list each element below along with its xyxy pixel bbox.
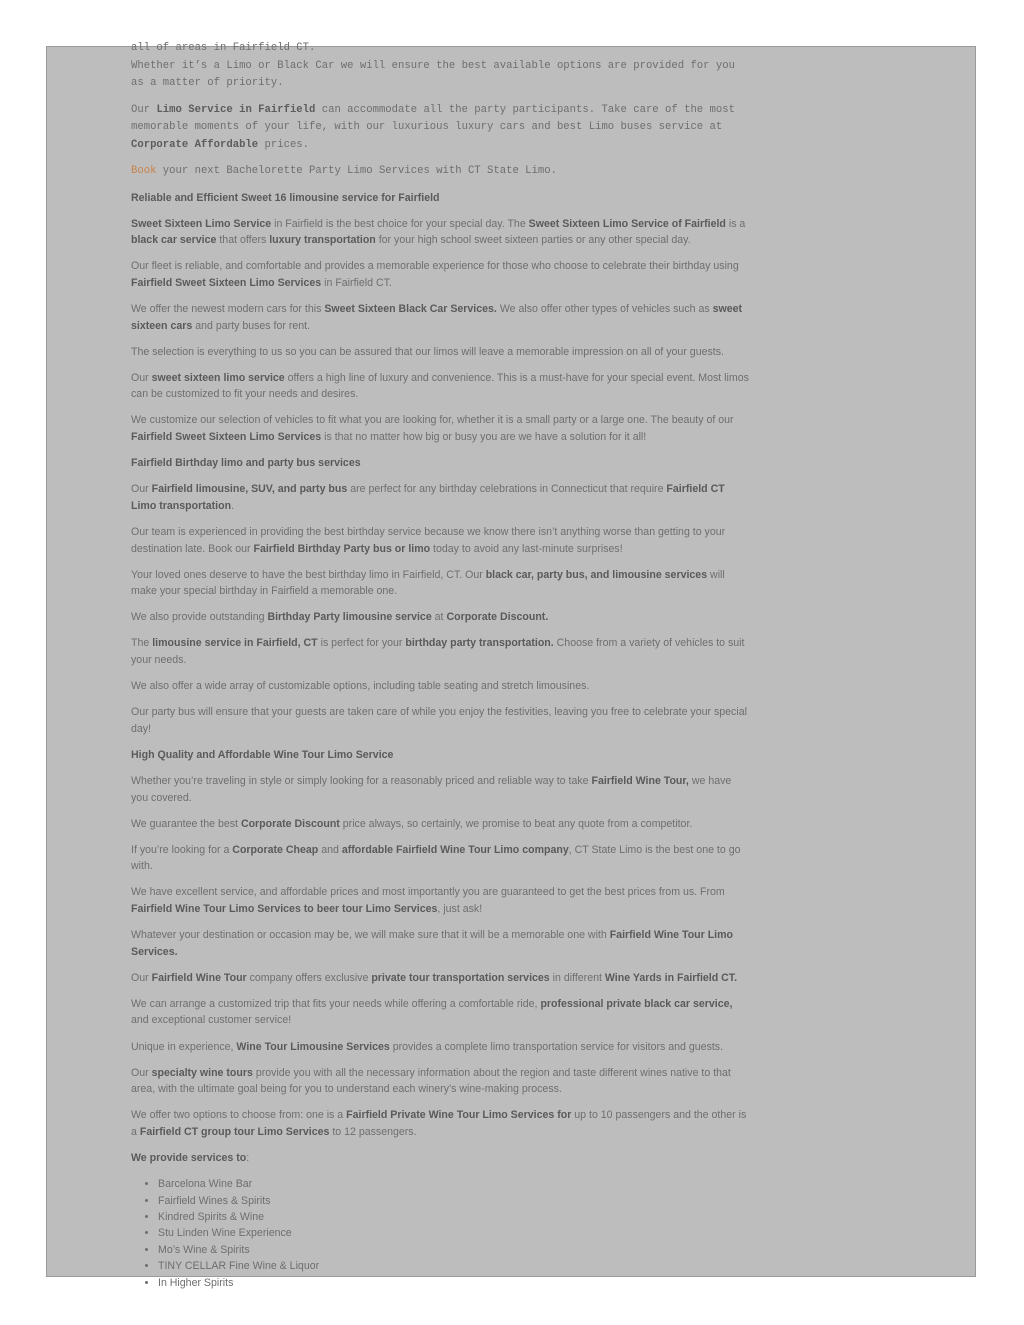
paragraph: [131, 884, 751, 917]
text: :: [246, 1152, 250, 1165]
text: We also provide outstanding: [131, 611, 268, 624]
text: Our: [131, 971, 152, 984]
paragraph: [131, 609, 751, 626]
paragraph: [131, 970, 751, 987]
emphasis: Sweet Sixteen Black Car Services.: [324, 302, 497, 315]
emphasis: Sweet Sixteen Limo Service: [131, 217, 272, 230]
emphasis: Fairfield CT Limo transportation: [131, 483, 725, 512]
text: , CT State Limo is the best one to go with.: [131, 843, 741, 873]
list-item: • Fairfield Wines & Spirits: [158, 1193, 751, 1209]
emphasis: Corporate Affordable: [131, 138, 259, 151]
emphasis: sweet sixteen cars: [131, 302, 743, 332]
heading-sweet-sixteen: Reliable and Efficient Sweet 16 limousine service for Fairfield: [131, 191, 440, 204]
text: , just ask!: [437, 903, 483, 915]
text: price always, so certainly, we promise to beat any quote from a competitor.: [339, 817, 693, 830]
paragraph: [131, 996, 751, 1029]
emphasis: specialty wine tours: [151, 1066, 253, 1079]
text: we have you covered.: [131, 774, 732, 804]
text: up to 10 passengers and the other is a: [131, 1109, 747, 1138]
list-item: • Stu Linden Wine Experience: [158, 1225, 751, 1241]
text: at: [431, 611, 447, 624]
emphasis: Fairfield Sweet Sixteen Limo Services: [131, 276, 322, 289]
text: in Fairfield is the best choice for your special day. The: [271, 217, 529, 230]
list-item: • Kindred Spirits & Wine: [158, 1209, 751, 1225]
text: Our: [131, 371, 152, 384]
paragraph-limo-service: [131, 102, 751, 155]
text: is perfect for your: [317, 637, 406, 650]
paragraph: [131, 258, 751, 291]
paragraph: The selection is everything to us so you can be assured that our limos will leave a memorable impression on all of your guests.: [131, 345, 724, 358]
emphasis: Corporate Discount: [240, 817, 340, 830]
text: Our fleet is reliable, and comfortable and provides a memorable experience for those who choose to celebrate their birthday using: [131, 260, 739, 273]
text: in different: [549, 971, 605, 984]
list-item: • Barcelona Wine Bar: [158, 1176, 751, 1192]
paragraph-services-intro: [131, 1150, 751, 1167]
text: and party buses for rent.: [192, 319, 311, 332]
text: can accommodate all the party participants. Take care of the most memorable moments of your life, with our luxurious luxury cars and best Limo buses service at: [131, 103, 735, 133]
emphasis: Wine Tour Limousine Services: [236, 1040, 390, 1053]
paragraph: [131, 412, 751, 445]
emphasis: Limo Service in Fairfield: [156, 103, 316, 116]
emphasis: Corporate Cheap: [232, 843, 319, 856]
text: for your high school sweet sixteen parties or any other special day.: [375, 234, 691, 247]
paragraph: [131, 524, 751, 557]
text: your next Bachelorette Party Limo Services with CT State Limo.: [156, 165, 557, 177]
text: Whether you’re traveling in style or simply looking for a reasonably priced and reliable way to take: [131, 774, 592, 787]
text: If you’re looking for a: [131, 843, 233, 856]
list-item: • Mo’s Wine & Spirits: [158, 1242, 751, 1258]
paragraph: Our party bus will ensure that your guests are taken care of while you enjoy the festivities, leaving you free to celebrate your special day!: [131, 706, 747, 735]
partial-paragraph: all of areas in Fairfield CT.: [131, 42, 316, 54]
paragraph: [131, 635, 751, 668]
text: that offers: [216, 234, 270, 247]
paragraph-black-car: Whether it’s a Limo or Black Car we will ensure the best available options are provided for you as a matter of priority.: [131, 59, 735, 89]
emphasis: Corporate Discount.: [446, 611, 549, 624]
text: Our: [131, 1066, 152, 1079]
emphasis: birthday party transportation.: [405, 637, 554, 650]
heading-birthday: Fairfield Birthday limo and party bus services: [131, 457, 361, 470]
text: Our: [131, 103, 157, 116]
book-link[interactable]: Book: [131, 165, 157, 177]
text: is that no matter how big or busy you are we have a solution for it all!: [321, 431, 647, 444]
paragraph: [131, 1107, 751, 1140]
text: Our: [131, 483, 152, 496]
emphasis: Fairfield Wine Tour: [151, 971, 247, 984]
article-body: [131, 40, 751, 1291]
text: Your loved ones deserve to have the best birthday limo in Fairfield, CT. Our: [131, 568, 486, 581]
list-item: • In Higher Spirits: [158, 1275, 751, 1291]
text: is a: [725, 217, 746, 230]
emphasis: Fairfield Wine Tour Limo Services to beer tour Limo Services: [131, 903, 438, 915]
text: We also offer other types of vehicles such as: [496, 302, 713, 315]
text: are perfect for any birthday celebrations in Connecticut that require: [347, 483, 667, 496]
emphasis: Fairfield CT group tour Limo Services: [139, 1125, 330, 1138]
paragraph: [131, 1065, 751, 1098]
text: to 12 passengers.: [329, 1125, 417, 1138]
paragraph: [131, 816, 751, 833]
text: We can arrange a customized trip that fits your needs while offering a comfortable ride,: [131, 997, 541, 1010]
emphasis: Fairfield limousine, SUV, and party bus: [151, 483, 348, 496]
text: .: [231, 499, 235, 512]
venue-list: [131, 1176, 751, 1291]
text: We offer the newest modern cars for this: [131, 302, 325, 315]
text: in Fairfield CT.: [321, 276, 392, 289]
emphasis: affordable Fairfield Wine Tour Limo company: [341, 843, 569, 856]
text: We have excellent service, and affordable prices and most importantly you are guaranteed to get the best prices from us. From: [131, 886, 725, 899]
text: prices.: [258, 138, 310, 151]
page-overlay: [46, 42, 976, 1289]
paragraph: [131, 370, 751, 403]
emphasis: Fairfield Birthday Party bus or limo: [253, 542, 431, 555]
text: Whatever your destination or occasion may be, we will make sure that it will be a memorable one with: [131, 929, 610, 942]
text: will make your special birthday in Fairfield a memorable one.: [131, 568, 725, 598]
text: We offer two options to choose from: one is a: [131, 1109, 347, 1122]
paragraph: We also offer a wide array of customizable options, including table seating and stretch limousines.: [131, 680, 590, 693]
paragraph: [131, 481, 751, 514]
emphasis: limousine service in Fairfield, CT: [152, 637, 318, 650]
text: provides a complete limo transportation service for visitors and guests.: [389, 1040, 724, 1053]
paragraph: [131, 567, 751, 600]
list-item: • TINY CELLAR Fine Wine & Liquor: [158, 1258, 751, 1274]
text: Choose from a variety of vehicles to suit your needs.: [131, 637, 745, 666]
paragraph: [131, 1039, 751, 1056]
text: and: [318, 843, 342, 856]
text: Our team is experienced in providing the best birthday service because we know there isn’t anything worse than getting to your destination late. Book our: [131, 525, 726, 555]
emphasis: Fairfield Private Wine Tour Limo Services for: [346, 1109, 572, 1122]
emphasis: professional private black car service,: [540, 997, 733, 1010]
text: today to avoid any last-minute surprises!: [430, 542, 623, 555]
paragraph: [131, 301, 751, 334]
text: and exceptional customer service!: [131, 1014, 292, 1027]
emphasis: Fairfield Sweet Sixteen Limo Services: [131, 431, 322, 444]
emphasis: Wine Yards in Fairfield CT.: [604, 971, 738, 984]
text: We guarantee the best: [131, 817, 241, 830]
heading-wine-tour: High Quality and Affordable Wine Tour Limo Service: [131, 748, 394, 761]
text: offers a high line of luxury and convenience. This is a must-have for your special event. Most limos can be customized to fit your needs and desires.: [131, 371, 749, 401]
text: provide you with all the necessary information about the region and taste different wines native to that area, with the ultimate goal being for you to understand each winery’s wine-making process.: [131, 1066, 731, 1096]
paragraph-book: [131, 163, 751, 181]
text: We customize our selection of vehicles to fit what you are looking for, whether it is a small party or a large one. The beauty of our: [131, 414, 734, 427]
emphasis: Fairfield Wine Tour,: [591, 774, 689, 787]
emphasis: We provide services to: [131, 1152, 247, 1165]
text: Unique in experience,: [131, 1040, 237, 1053]
emphasis: black car, party bus, and limousine services: [485, 568, 708, 581]
emphasis: Fairfield Wine Tour Limo Services.: [131, 929, 734, 958]
emphasis: private tour transportation services: [371, 971, 550, 984]
paragraph: [131, 842, 751, 875]
paragraph: [131, 927, 751, 960]
text: The: [131, 637, 153, 650]
emphasis: Birthday Party limousine service: [267, 611, 432, 624]
text: company offers exclusive: [246, 971, 372, 984]
emphasis: Sweet Sixteen Limo Service of Fairfield: [528, 217, 726, 230]
emphasis: black car service: [131, 234, 217, 247]
paragraph: [131, 216, 751, 249]
paragraph: [131, 773, 751, 806]
emphasis: luxury transportation: [269, 234, 376, 247]
emphasis: sweet sixteen limo service: [151, 371, 285, 384]
